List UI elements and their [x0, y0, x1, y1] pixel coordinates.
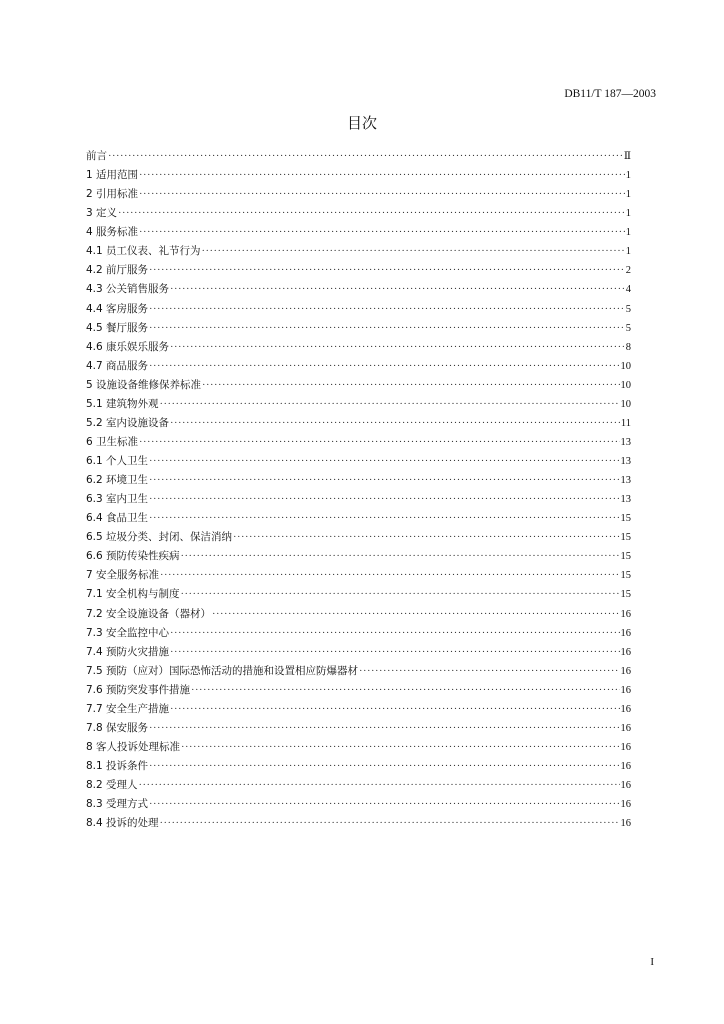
- toc-entry[interactable]: [86, 719, 631, 738]
- toc-leader-dots: [191, 681, 619, 700]
- toc-entry-label: 4.1 员工仪表、礼节行为: [86, 245, 201, 258]
- toc-entry[interactable]: [86, 395, 631, 414]
- toc-entry[interactable]: [86, 204, 631, 223]
- toc-leader-dots: [181, 547, 620, 566]
- toc-entry-page: 1: [625, 170, 631, 182]
- toc-entry[interactable]: [86, 376, 631, 395]
- toc-entry[interactable]: [86, 490, 631, 509]
- toc-leader-dots: [170, 280, 625, 299]
- toc-leader-dots: [170, 624, 619, 643]
- toc-entry[interactable]: [86, 547, 631, 566]
- toc-leader-dots: [149, 471, 619, 490]
- toc-leader-dots: [149, 357, 619, 376]
- toc-entry-label: 4 服务标准: [86, 226, 139, 239]
- toc-entry-label: 5.2 室内设施设备: [86, 416, 170, 429]
- toc-entry-label: 4.3 公关销售服务: [86, 283, 170, 296]
- toc-leader-dots: [170, 414, 620, 433]
- toc-entry[interactable]: [86, 261, 631, 280]
- toc-entry[interactable]: [86, 452, 631, 471]
- toc-entry-page: 13: [620, 494, 631, 506]
- toc-leader-dots: [108, 147, 623, 166]
- toc-entry[interactable]: [86, 738, 631, 757]
- toc-leader-dots: [181, 585, 620, 604]
- toc-entry-page: 2: [625, 265, 631, 277]
- toc-entry-label: 6.2 环境卫生: [86, 474, 149, 487]
- toc-entry[interactable]: [86, 242, 631, 261]
- toc-entry-page: 16: [620, 665, 631, 677]
- toc-leader-dots: [139, 166, 625, 185]
- toc-leader-dots: [233, 528, 619, 547]
- document-code: DB11/T 187—2003: [564, 88, 656, 100]
- toc-entry-page: 16: [620, 741, 631, 753]
- toc-leader-dots: [212, 605, 619, 624]
- toc-entry-page: 1: [625, 227, 631, 239]
- toc-entry-label: 6.1 个人卫生: [86, 455, 149, 467]
- toc-entry[interactable]: [86, 223, 631, 242]
- toc-entry[interactable]: [86, 338, 631, 357]
- toc-entry-label: 7.7 安全生产措施: [86, 702, 170, 715]
- toc-entry[interactable]: [86, 147, 631, 166]
- toc-entry[interactable]: [86, 757, 631, 776]
- toc-entry-label: 7.5 预防（应对）国际恐怖活动的措施和设置相应防爆器材: [86, 664, 359, 677]
- toc-title: 目次: [346, 114, 377, 132]
- toc-entry[interactable]: [86, 700, 631, 719]
- toc-leader-dots: [149, 719, 619, 738]
- toc-entry-label: 7.8 保安服务: [86, 721, 149, 734]
- toc-leader-dots: [139, 776, 620, 795]
- toc-entry-page: 11: [620, 417, 631, 429]
- toc-entry-page: 16: [620, 761, 631, 772]
- toc-leader-dots: [202, 242, 625, 261]
- toc-entry-page: 15: [620, 589, 631, 601]
- toc-entry-page: 8: [625, 341, 631, 353]
- toc-leader-dots: [181, 738, 619, 757]
- toc-entry-label: 8.2 受理人: [86, 779, 138, 792]
- toc-entry-page: Ⅱ: [623, 151, 631, 162]
- toc-entry-label: 6.6 预防传染性疾病: [86, 550, 180, 563]
- toc-leader-dots: [149, 452, 619, 471]
- toc-entry[interactable]: [86, 624, 631, 643]
- toc-leader-dots: [202, 376, 619, 395]
- toc-entry-page: 15: [620, 551, 631, 563]
- toc-entry-page: 15: [620, 570, 631, 582]
- toc-entry-label: 4.7 商品服务: [86, 359, 149, 372]
- toc-entry-label: 6 卫生标准: [86, 435, 139, 448]
- toc-entry[interactable]: [86, 662, 631, 681]
- toc-entry-label: 6.3 室内卫生: [86, 493, 149, 506]
- toc-entry[interactable]: [86, 471, 631, 490]
- page-number: I: [650, 956, 654, 968]
- toc-entry-label: 8.4 投诉的处理: [86, 817, 159, 830]
- toc-entry[interactable]: [86, 509, 631, 528]
- toc-entry[interactable]: [86, 166, 631, 185]
- toc-entry-page: 5: [625, 303, 631, 315]
- toc-entry-page: 1: [625, 246, 631, 258]
- toc-entry-page: 16: [620, 684, 631, 696]
- toc-entry-label: 前言: [86, 150, 107, 162]
- toc-entry-label: 3 定义: [86, 207, 118, 220]
- toc-entry-page: 16: [620, 646, 631, 658]
- toc-entry-page: 15: [620, 532, 631, 544]
- toc-leader-dots: [149, 261, 625, 280]
- toc-entry-page: 10: [620, 379, 631, 391]
- toc-entry-page: 13: [620, 436, 631, 448]
- toc-leader-dots: [170, 338, 625, 357]
- toc-entry-page: 16: [620, 722, 631, 734]
- toc-entry-page: 1: [625, 189, 631, 201]
- toc-entry-label: 8.1 投诉条件: [86, 760, 149, 772]
- toc-entry-label: 8.3 受理方式: [86, 798, 149, 811]
- toc-entry-label: 5.1 建筑物外观: [86, 397, 159, 410]
- toc-leader-dots: [160, 814, 620, 833]
- toc-leader-dots: [170, 700, 619, 719]
- toc-entry[interactable]: [86, 433, 631, 452]
- toc-leader-dots: [118, 204, 625, 223]
- toc-entry-page: 13: [620, 456, 631, 467]
- toc-entry-label: 4.2 前厅服务: [86, 264, 149, 277]
- toc-entry[interactable]: [86, 280, 631, 299]
- toc-leader-dots: [160, 566, 619, 585]
- toc-entry-label: 5 设施设备维修保养标准: [86, 378, 202, 391]
- toc-entry-label: 2 引用标准: [86, 188, 139, 201]
- toc-leader-dots: [139, 433, 619, 452]
- toc-entry[interactable]: [86, 566, 631, 585]
- toc-entry[interactable]: [86, 605, 631, 624]
- toc-entry[interactable]: [86, 814, 631, 833]
- toc-leader-dots: [149, 757, 619, 776]
- toc-entry-label: 7 安全服务标准: [86, 569, 160, 582]
- toc-entry-label: 7.6 预防突发事件措施: [86, 683, 191, 696]
- toc-entry-label: 4.6 康乐娱乐服务: [86, 340, 170, 353]
- toc-entry-page: 10: [620, 360, 631, 372]
- toc-leader-dots: [149, 509, 619, 528]
- toc-entry-page: 16: [620, 627, 631, 639]
- toc-entry-page: 10: [620, 398, 631, 410]
- table-of-contents: [86, 147, 631, 833]
- toc-leader-dots: [359, 662, 619, 681]
- toc-entry[interactable]: [86, 319, 631, 338]
- toc-entry-label: 7.4 预防火灾措施: [86, 645, 170, 658]
- toc-entry-page: 16: [620, 608, 631, 620]
- toc-entry[interactable]: [86, 185, 631, 204]
- toc-entry-page: 5: [625, 322, 631, 334]
- toc-entry-page: 1: [625, 208, 631, 220]
- toc-entry-page: 16: [620, 703, 631, 715]
- toc-entry[interactable]: [86, 357, 631, 376]
- toc-leader-dots: [149, 490, 619, 509]
- toc-entry-label: 4.4 客房服务: [86, 302, 149, 315]
- toc-entry[interactable]: [86, 681, 631, 700]
- toc-leader-dots: [170, 643, 619, 662]
- toc-entry-page: 16: [620, 780, 631, 792]
- toc-leader-dots: [139, 185, 625, 204]
- toc-entry-page: 16: [620, 818, 631, 830]
- toc-entry-page: 13: [620, 475, 631, 487]
- toc-entry-page: 15: [620, 513, 631, 525]
- toc-entry[interactable]: [86, 585, 631, 604]
- toc-entry-label: 7.2 安全设施设备（器材）: [86, 607, 212, 620]
- toc-entry-label: 6.5 垃圾分类、封闭、保洁消纳: [86, 531, 233, 544]
- toc-entry[interactable]: [86, 776, 631, 795]
- toc-entry-label: 1 适用范围: [86, 169, 139, 182]
- toc-entry-label: 7.3 安全监控中心: [86, 626, 170, 639]
- toc-leader-dots: [139, 223, 625, 242]
- toc-entry-label: 6.4 食品卫生: [86, 512, 149, 525]
- toc-entry-page: 16: [620, 799, 631, 811]
- toc-entry-page: 4: [625, 284, 631, 296]
- toc-entry-label: 8 客人投诉处理标准: [86, 740, 181, 753]
- toc-leader-dots: [160, 395, 620, 414]
- toc-leader-dots: [149, 319, 625, 338]
- toc-entry-label: 4.5 餐厅服务: [86, 321, 149, 334]
- toc-entry[interactable]: [86, 300, 631, 319]
- toc-leader-dots: [149, 795, 619, 814]
- toc-leader-dots: [149, 300, 625, 319]
- toc-entry[interactable]: [86, 643, 631, 662]
- toc-entry[interactable]: [86, 795, 631, 814]
- toc-entry[interactable]: [86, 414, 631, 433]
- toc-entry-label: 7.1 安全机构与制度: [86, 588, 180, 601]
- toc-entry[interactable]: [86, 528, 631, 547]
